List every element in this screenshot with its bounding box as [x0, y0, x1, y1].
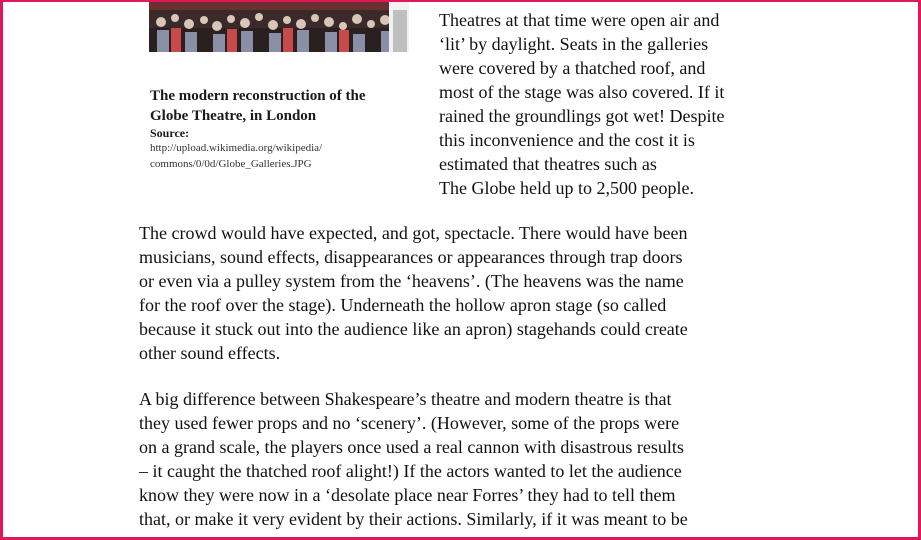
paragraph-line: other sound effects. [139, 343, 281, 363]
caption-source-label: Source: [150, 126, 190, 140]
caption-url-line: http://upload.wikimedia.org/wikipedia/ [150, 142, 323, 154]
paragraph-spectacle [139, 221, 799, 365]
side-paragraph [439, 8, 799, 200]
side-text-line: estimated that theatres such as [439, 154, 657, 174]
paragraph-line: for the roof over the stage). Underneath the hollow apron stage (so called [139, 295, 667, 315]
caption-source-url [150, 140, 410, 172]
paragraph-line: musicians, sound effects, disappearances or appearances through trap doors [139, 247, 683, 267]
paragraph-line: they used fewer props and no ‘scenery’. (However, some of the props were [139, 413, 680, 433]
caption-title [150, 86, 410, 126]
side-text-line: The Globe held up to 2,500 people. [439, 178, 694, 198]
paragraph-line: – it caught the thatched roof alight!) If the actors wanted to let the audience [139, 461, 682, 481]
caption-url-line: commons/0/0d/Globe_Galleries.JPG [150, 158, 312, 170]
paragraph-line: know they were now in a ‘desolate place near Forres’ they had to tell them [139, 485, 676, 505]
paragraph-line: The crowd would have expected, and got, spectacle. There would have been [139, 223, 688, 243]
paragraph-line: that, or make it very evident by their actions. Similarly, if it was meant to be [139, 509, 688, 529]
side-text-line: rained the groundlings got wet! Despite [439, 106, 725, 126]
side-text-line: this inconvenience and the cost it is [439, 130, 695, 150]
side-text-line: most of the stage was also covered. If it [439, 82, 725, 102]
paragraph-props-scenery [139, 387, 799, 531]
caption-title-line: Globe Theatre, in London [150, 108, 317, 124]
side-text-line: were covered by a thatched roof, and [439, 58, 706, 78]
globe-theatre-photo [149, 0, 409, 52]
paragraph-line: because it stuck out into the audience like an apron) stagehands could create [139, 319, 688, 339]
paragraph-line: on a grand scale, the players once used a real cannon with disastrous results [139, 437, 684, 457]
caption-title-line: The modern reconstruction of the [150, 88, 366, 104]
side-text-line: ‘lit’ by daylight. Seats in the galleries [439, 34, 709, 54]
photo-image [149, 0, 409, 52]
paragraph-line: A big difference between Shakespeare’s theatre and modern theatre is that [139, 389, 672, 409]
photo-caption [150, 86, 410, 172]
paragraph-line: or even via a pulley system from the ‘heavens’. (The heavens was the name [139, 271, 684, 291]
side-text-line: Theatres at that time were open air and [439, 10, 720, 30]
